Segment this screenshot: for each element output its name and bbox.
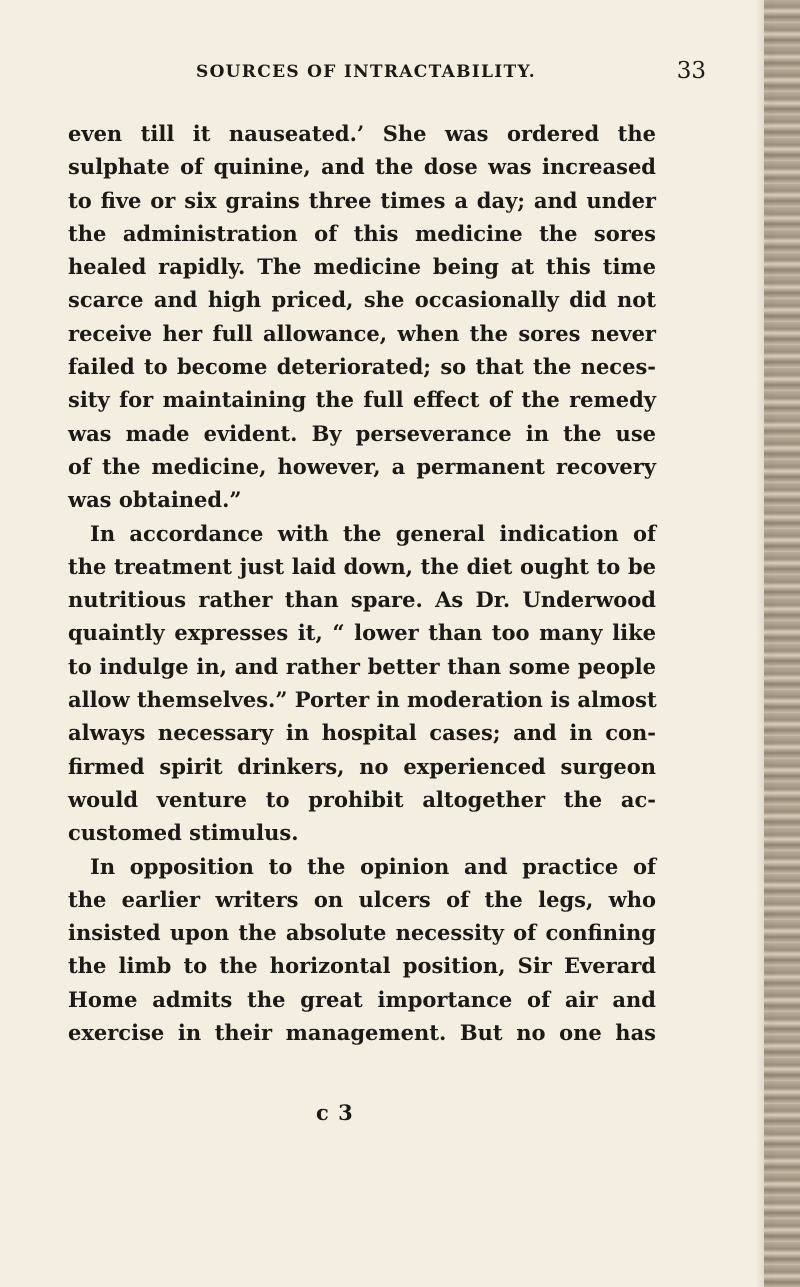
text-line: exercise in their management. But no one has [68, 1020, 656, 1046]
text-line: was made evident. By perseverance in the use [68, 420, 656, 446]
text-line: the earlier writers on ulcers of the legs, who [68, 886, 656, 912]
text-line: allow themselves.” Porter in moderation is almost [68, 687, 657, 713]
text-line: the limb to the horizontal position, Sir Everard [68, 953, 656, 979]
text-line: receive her full allowance, when the sores never [68, 320, 656, 346]
text-line: of the medicine, however, a permanent recovery [68, 453, 656, 479]
text-line: sulphate of quinine, and the dose was increased [68, 154, 656, 180]
page-header [196, 58, 706, 92]
text-line: even till it nauseated.’ She was ordered the [68, 121, 656, 146]
text-line: the administration of this medicine the sores [68, 220, 656, 246]
text-line: to indulge in, and rather better than some people [68, 653, 656, 679]
text-line: nutritious rather than spare. As Dr. Underwood [68, 587, 656, 613]
text-line: would venture to prohibit altogether the ac- [68, 786, 656, 812]
page-number: 33 [676, 58, 706, 84]
text-line: scarce and high priced, she occasionally did not [68, 287, 656, 313]
text-line: healed rapidly. The medicine being at this time [68, 254, 656, 280]
running-title: SOURCES OF INTRACTABILITY. [196, 62, 536, 82]
text-line: failed to become deteriorated; so that the neces- [68, 354, 656, 380]
text-line: to five or six grains three times a day; and under [68, 187, 656, 213]
text-line: insisted upon the absolute necessity of confining [68, 920, 656, 946]
signature-mark: c 3 [316, 1100, 354, 1125]
text-line: always necessary in hospital cases; and in con- [68, 720, 656, 746]
text-line: was obtained.” [68, 487, 242, 513]
text-line: the treatment just laid down, the diet ought to be [68, 553, 656, 579]
body-text [68, 117, 656, 1049]
paragraph-start-line: In opposition to the opinion and practice of [90, 853, 656, 879]
text-line: Home admits the great importance of air and [68, 986, 656, 1012]
text-line: quaintly expresses it, “ lower than too many like [68, 620, 656, 646]
binding-edge [764, 0, 800, 1287]
paragraph-start-line: In accordance with the general indication of [90, 520, 656, 546]
text-line: firmed spirit drinkers, no experienced surgeon [68, 753, 656, 779]
text-line: sity for maintaining the full effect of the remedy [68, 387, 656, 413]
text-line: customed stimulus. [68, 820, 299, 846]
